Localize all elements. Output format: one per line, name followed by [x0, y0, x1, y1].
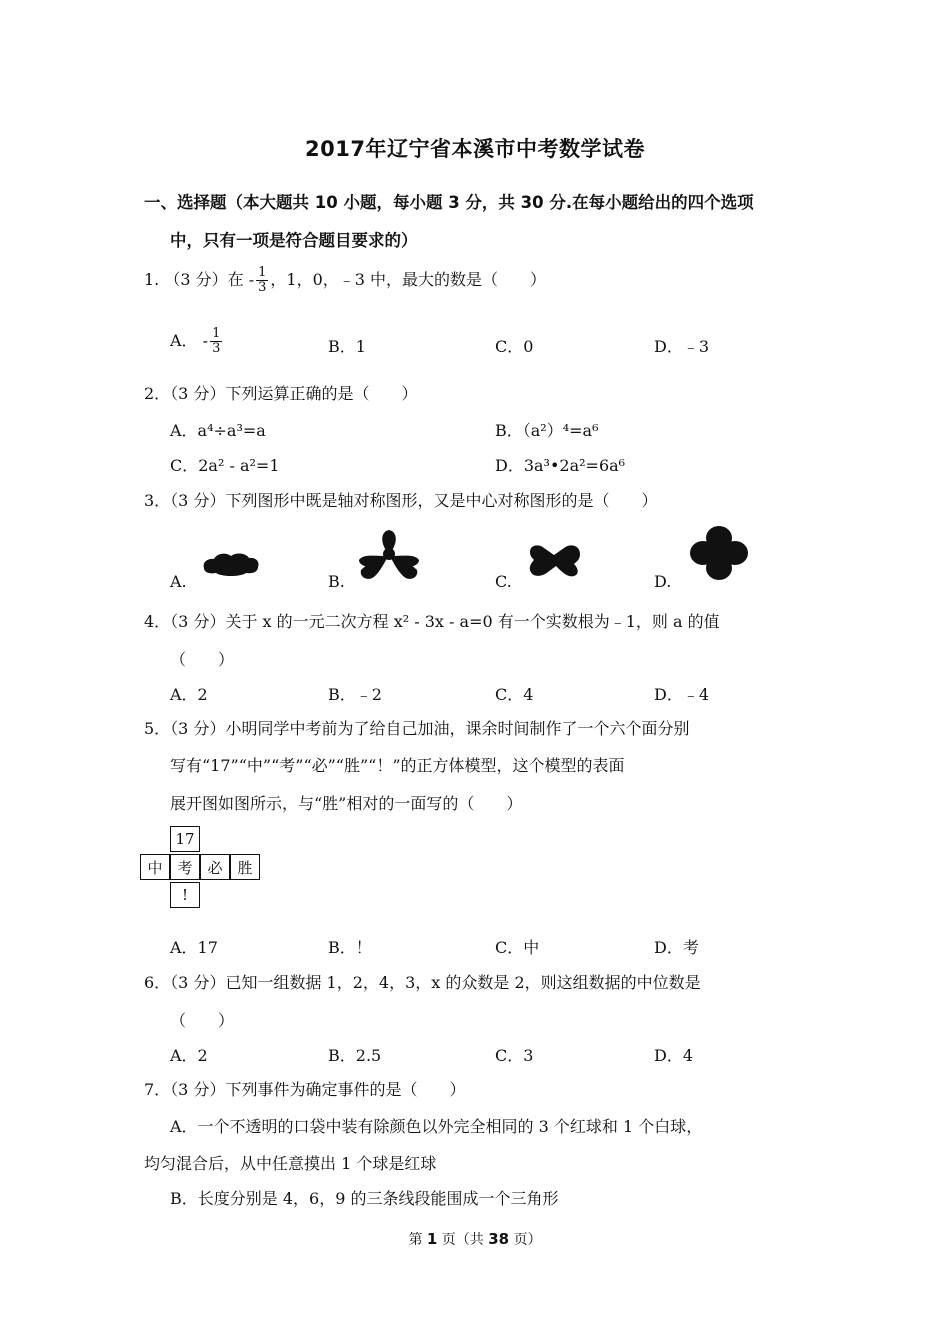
q4-option-c[interactable]: C．4 — [495, 685, 534, 704]
footer-middle: 页（共 — [441, 1232, 484, 1248]
q7-option-a-line1[interactable]: A．一个不透明的口袋中装有除颜色以外完全相同的 3 个红球和 1 个白球， — [170, 1117, 703, 1136]
q2-option-a[interactable]: A．a⁴÷a³=a — [170, 421, 266, 440]
q1-opt-a-minus: - — [202, 331, 209, 350]
net-cell-top: 17 — [170, 826, 200, 852]
section-heading-line2: 中，只有一项是符合题目要求的） — [170, 231, 418, 250]
question-5-line1: 5．（3 分）小明同学中考前为了给自己加油，课余时间制作了一个六个面分别 — [144, 719, 690, 738]
q2-option-b[interactable]: B．（a²）⁴=a⁶ — [495, 421, 599, 440]
q1-rest: ，1，0，﹣3 中，最大的数是（ ） — [270, 270, 547, 289]
question-6-line2: （ ） — [170, 1011, 235, 1030]
section-heading-line1: 一、选择题（本大题共 10 小题，每小题 3 分，共 30 分.在每小题给出的四个选项 — [144, 193, 754, 212]
q1-opt-a-fraction — [210, 327, 222, 356]
question-1 — [144, 266, 546, 295]
q1-number: 1. — [144, 270, 160, 289]
net-cell-2: 考 — [170, 854, 200, 880]
q5-option-a[interactable]: A．17 — [170, 938, 218, 957]
q1-frac-num: 1 — [258, 265, 267, 280]
footer-prefix: 第 — [408, 1232, 423, 1248]
cloud-shape-icon — [200, 548, 262, 578]
footer-total-pages: 38 — [488, 1230, 510, 1248]
q3-option-c[interactable]: C. — [495, 572, 512, 591]
trefoil-shape-icon — [355, 528, 423, 582]
q1-option-d[interactable]: D．﹣3 — [654, 337, 710, 356]
q1-opt-a-den: 3 — [212, 341, 221, 356]
q1-option-b[interactable]: B．1 — [328, 337, 366, 356]
net-cell-4: 胜 — [230, 854, 260, 880]
q2-option-c[interactable]: C．2a² - a²=1 — [170, 456, 280, 475]
q1-frac-den: 3 — [258, 280, 267, 295]
question-5-line3: 展开图如图所示，与“胜”相对的一面写的（ ） — [170, 794, 523, 813]
question-7: 7．（3 分）下列事件为确定事件的是（ ） — [144, 1080, 466, 1099]
q1-score: （3 分）在 - — [164, 270, 255, 289]
cube-net-figure — [140, 826, 262, 912]
q1-option-c[interactable]: C．0 — [495, 337, 534, 356]
q5-option-c[interactable]: C．中 — [495, 938, 540, 957]
q1-opt-a-label: A． — [170, 331, 198, 350]
q6-option-d[interactable]: D．4 — [654, 1046, 694, 1065]
q3-option-b[interactable]: B. — [328, 572, 345, 591]
four-leaf-clover-shape-icon — [688, 524, 750, 582]
bowtie-shape-icon — [528, 542, 582, 578]
q6-option-b[interactable]: B．2.5 — [328, 1046, 382, 1065]
net-cell-bottom: ! — [170, 882, 200, 908]
q5-option-d[interactable]: D．考 — [654, 938, 699, 957]
question-4-line1: 4．（3 分）关于 x 的一元二次方程 x² - 3x - a=0 有一个实数根为﹣1，则 a 的值 — [144, 612, 720, 631]
question-4-line2: （ ） — [170, 650, 235, 669]
q7-option-a-line2[interactable]: 均匀混合后，从中任意摸出 1 个球是红球 — [144, 1154, 437, 1173]
q6-option-a[interactable]: A．2 — [170, 1046, 208, 1065]
q4-option-a[interactable]: A．2 — [170, 685, 208, 704]
question-2: 2．（3 分）下列运算正确的是（ ） — [144, 384, 418, 403]
question-6-line1: 6．（3 分）已知一组数据 1，2，4，3，x 的众数是 2，则这组数据的中位数是 — [144, 973, 701, 992]
q3-option-d[interactable]: D. — [654, 572, 672, 591]
q1-opt-a-num: 1 — [212, 326, 221, 341]
q6-option-c[interactable]: C．3 — [495, 1046, 534, 1065]
footer-page-number: 1 — [426, 1230, 438, 1248]
q4-option-b[interactable]: B．﹣2 — [328, 685, 382, 704]
q3-option-a[interactable]: A. — [170, 572, 187, 591]
q4-option-d[interactable]: D．﹣4 — [654, 685, 710, 704]
question-3: 3．（3 分）下列图形中既是轴对称图形，又是中心对称图形的是（ ） — [144, 491, 658, 510]
q1-fraction — [256, 266, 268, 295]
q2-option-d[interactable]: D．3a³•2a²=6a⁶ — [495, 456, 626, 475]
question-5-line2: 写有“17”“中”“考”“必”“胜”“！”的正方体模型，这个模型的表面 — [170, 756, 625, 775]
net-cell-1: 中 — [140, 854, 170, 880]
page-title: 2017年辽宁省本溪市中考数学试卷 — [305, 137, 645, 161]
page-footer — [0, 1229, 950, 1249]
net-cell-3: 必 — [200, 854, 230, 880]
footer-suffix: 页） — [513, 1232, 542, 1248]
q5-option-b[interactable]: B．！ — [328, 938, 372, 957]
q7-option-b[interactable]: B．长度分别是 4，6，9 的三条线段能围成一个三角形 — [170, 1189, 559, 1208]
q1-option-a[interactable] — [170, 327, 224, 356]
